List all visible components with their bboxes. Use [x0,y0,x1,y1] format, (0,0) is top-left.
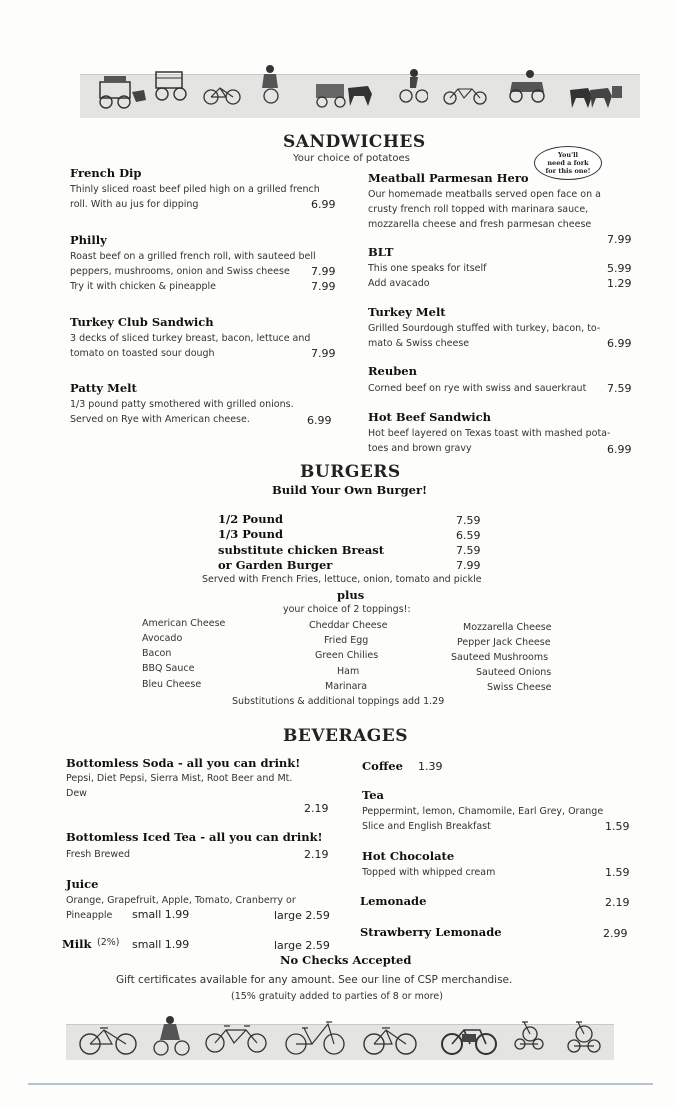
menu-item-price: 7.99 [607,233,632,246]
menu-item-price: 7.59 [607,382,632,395]
topping-item: Mozzarella Cheese [463,622,552,633]
sandwiches-subtitle: Your choice of potatoes [293,153,410,164]
menu-item-description: This one speaks for itself [368,263,487,274]
beverage-name: Juice [66,877,99,891]
burger-served-with: Served with French Fries, lettuce, onion, tomato and pickle [202,574,482,585]
beverage-price: 1.59 [605,820,630,833]
burgers-heading: BURGERS [300,462,401,482]
menu-item-description: tomato on toasted sour dough [70,348,215,359]
bicycle-icon [202,82,242,106]
topping-item: Bacon [142,648,172,659]
menu-item-description: 3 decks of sliced turkey breast, bacon, lettuce and [70,333,311,344]
topping-item: Avocado [142,633,183,644]
bicycle-icon [362,1022,418,1056]
burger-option-label: 1/2 Pound [218,512,283,526]
menu-item-description: Thinly sliced roast beef piled high on a grilled french [70,184,320,195]
beverage-name: Bottomless Iced Tea - all you can drink! [66,830,323,844]
ladies-bicycle-icon [284,1018,346,1056]
beverage-name: Strawberry Lemonade [360,925,502,939]
beverage-description: Orange, Grapefruit, Apple, Tomato, Cranberry or [66,895,296,906]
beverage-name: Bottomless Soda - all you can drink! [66,756,301,770]
menu-item-description: Roast beef on a grilled french roll, with sauteed bell [70,251,316,262]
topping-item: Swiss Cheese [487,682,552,693]
beverage-price: 2.99 [603,927,628,940]
menu-item-name: French Dip [70,166,142,180]
beverage-name: Lemonade [360,894,427,908]
cyclist-icon [398,68,428,104]
menu-item-name: Patty Melt [70,381,137,395]
beverages-heading: BEVERAGES [283,726,409,746]
page-bottom-rule [28,1083,653,1085]
stagecoach-icon [96,72,148,110]
burger-toppings-choice: your choice of 2 toppings!: [283,604,411,615]
topping-item: Sauteed Mushrooms [451,652,549,663]
burgers-subtitle: Build Your Own Burger! [272,483,428,497]
beverage-note: (2%) [97,937,120,948]
horse-rider-icon [256,64,286,104]
topping-item: Bleu Cheese [142,679,202,690]
topping-item: Marinara [325,681,368,692]
burger-option-label: or Garden Burger [218,558,333,572]
carriage-icon [314,80,376,108]
beverage-description: Fresh Brewed [66,849,131,860]
tricycle-icon [512,1018,546,1052]
beverage-description: Dew [66,788,87,799]
burger-option-label: 1/3 Pound [218,527,283,541]
menu-item-description: Our homemade meatballs served open face on a [368,189,601,200]
beverage-description: Slice and English Breakfast [362,821,491,832]
beverage-description: Topped with whipped cream [362,867,496,878]
beverage-price-large: large 2.59 [274,939,330,952]
horse-wagon-icon [150,66,194,102]
topping-item: American Cheese [142,618,226,629]
burger-option-price: 6.59 [456,529,481,542]
menu-item-name: Hot Beef Sandwich [368,410,491,424]
no-checks-notice: No Checks Accepted [280,953,412,967]
burger-option-price: 7.99 [456,559,481,572]
menu-item-price: 7.99 [311,280,336,293]
beverage-name: Hot Chocolate [362,849,455,863]
menu-item-name: Philly [70,233,107,247]
menu-item-description: Grilled Sourdough stuffed with turkey, bacon, to- [368,323,601,334]
beverage-name: Milk [62,937,92,951]
menu-item-price: 6.99 [607,337,632,350]
beverage-price: 2.19 [304,802,329,815]
burger-plus: plus [337,588,365,602]
gift-certificates-notice: Gift certificates available for any amount. See our line of CSP merchandise. [116,974,513,986]
burger-option-price: 7.59 [456,544,481,557]
tandem-bicycle-icon [204,1022,268,1054]
beverage-price: 1.59 [605,866,630,879]
menu-item-name: Meatball Parmesan Hero [368,171,529,185]
cyclist-woman-icon [152,1014,190,1056]
menu-item-price: 7.99 [311,265,336,278]
beverage-price-large: large 2.59 [274,909,330,922]
menu-item-description: roll. With au jus for dipping [70,199,199,210]
topping-item: Green Chilies [315,650,379,661]
antique-car-icon [506,68,550,104]
burger-option-price: 7.59 [456,514,481,527]
menu-item-description: mozzarella cheese and fresh parmesan cheese [368,219,592,230]
tandem-bicycle-icon [442,84,488,106]
beverage-name: Coffee [362,759,403,773]
menu-item-description: mato & Swiss cheese [368,338,470,349]
beverage-price: 2.19 [304,848,329,861]
beverage-description: Pepsi, Diet Pepsi, Sierra Mist, Root Beer and Mt. [66,773,293,784]
beverage-price: 2.19 [605,896,630,909]
menu-item-price: 7.99 [311,347,336,360]
motorcycle-icon [440,1018,498,1056]
menu-item-description: Hot beef layered on Texas toast with mashed pota- [368,428,611,439]
menu-item-description: toes and brown gravy [368,443,472,454]
menu-item-description: crusty french roll topped with marinara sauce, [368,204,589,215]
bicycle-icon [78,1022,138,1056]
beverage-price-small: small 1.99 [132,938,190,951]
burger-option-label: substitute chicken Breast [218,543,385,557]
menu-item-name: BLT [368,245,394,259]
menu-item-description: Try it with chicken & pineapple [70,281,216,292]
menu-item-price: 6.99 [311,198,336,211]
menu-item-description: Corned beef on rye with swiss and sauerkraut [368,383,587,394]
topping-item: Pepper Jack Cheese [457,637,551,648]
burger-substitutions: Substitutions & additional toppings add 1.29 [232,696,445,707]
beverage-price-small: small 1.99 [132,908,190,921]
menu-item-price: 5.99 [607,262,632,275]
topping-item: Cheddar Cheese [309,620,388,631]
topping-item: Ham [337,666,360,677]
topping-item: BBQ Sauce [142,663,195,674]
horse-carriage-icon [566,80,626,110]
menu-item-name: Turkey Club Sandwich [70,315,214,329]
topping-item: Sauteed Onions [476,667,552,678]
menu-item-name: Turkey Melt [368,305,446,319]
tricycle-icon [566,1018,602,1054]
beverage-price: 1.39 [418,760,443,773]
beverage-description: Peppermint, lemon, Chamomile, Earl Grey, Orange [362,806,604,817]
menu-item-description: 1/3 pound patty smothered with grilled onions. [70,399,294,410]
beverage-name: Tea [362,788,385,802]
menu-item-price: 6.99 [607,443,632,456]
menu-item-name: Reuben [368,364,417,378]
gratuity-notice: (15% gratuity added to parties of 8 or more) [231,991,443,1002]
topping-item: Fried Egg [324,635,369,646]
menu-item-price: 6.99 [307,414,332,427]
fork-callout-bubble: You'll need a fork for this one! [534,146,602,180]
menu-item-description: Add avacado [368,278,430,289]
menu-item-price: 1.29 [607,277,632,290]
menu-item-description: Served on Rye with American cheese. [70,414,250,425]
menu-item-description: peppers, mushrooms, onion and Swiss cheese [70,266,290,277]
beverage-description: Pineapple [66,910,113,921]
sandwiches-heading: SANDWICHES [283,132,426,152]
